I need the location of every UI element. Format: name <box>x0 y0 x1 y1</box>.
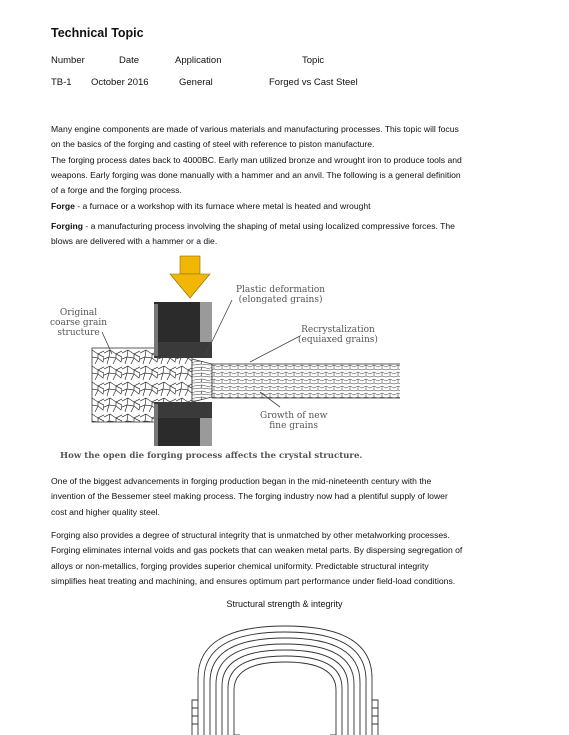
grain-flow-lines <box>198 626 372 735</box>
intro-line: Many engine components are made of various materials and manufacturing processes. This topic will focus <box>51 124 459 134</box>
figure2-title: Structural strength & integrity <box>226 599 343 609</box>
paragraph-line: Forging also provides a degree of structural integrity that is unmatched by other metalworking processes. <box>51 530 450 540</box>
label-plastic-deformation: Plastic deformation (elongated grains) <box>236 285 326 305</box>
paragraph-line: One of the biggest advancements in forging production began in the mid-nineteenth century with the <box>51 476 432 486</box>
paragraph-line: alloys or non-metallics, forging provides superior chemical uniformity. Predictable structural integrity <box>51 560 429 571</box>
paragraph-line: cost and higher quality steel. <box>51 506 160 517</box>
flange-outline <box>192 700 378 735</box>
upper-die <box>154 302 212 358</box>
forging-definition <box>51 219 521 250</box>
lower-die <box>154 402 212 446</box>
page-title: Technical Topic <box>51 26 144 40</box>
value-topic: Forged vs Cast Steel <box>269 77 358 88</box>
integrity-paragraph <box>51 528 521 589</box>
forge-term: Forge <box>51 201 75 211</box>
force-arrow-icon <box>170 256 210 298</box>
label-new-fine-grains: Growth of new fine grains <box>260 411 328 431</box>
header-topic: Topic <box>302 55 325 66</box>
paragraph-line: invention of the Bessemer steel making process. The forging industry now had a plentiful supply of lower <box>51 491 448 502</box>
forge-text: - a furnace or a workshop with its furnace where metal is heated and wrought <box>74 201 371 211</box>
value-date: October 2016 <box>91 77 149 88</box>
intro-line: weapons. Early forging was done manually with a hammer and an anvil. The following is a general definition <box>51 169 461 180</box>
fine-grain-region <box>212 364 400 398</box>
figure-caption: How the open die forging process affects the crystal structure. <box>60 451 363 461</box>
value-application: General <box>179 77 213 88</box>
deformed-grain-region <box>192 359 212 402</box>
header-date: Date <box>119 55 140 66</box>
forging-diagram <box>50 252 400 448</box>
label-original-grain: Original coarse grain structure <box>50 308 108 338</box>
header-application: Application <box>175 55 222 66</box>
intro-line: The forging process dates back to 4000BC. Early man utilized bronze and wrought iron to produce tools and <box>51 154 462 165</box>
value-number: TB-1 <box>51 77 72 88</box>
forge-definition <box>51 199 521 214</box>
label-recrystallization: Recrystalization (equiaxed grains) <box>298 325 378 345</box>
paragraph-line: simplifies heat treating and machining, and ensures optimum part performance under field-load conditions. <box>51 575 456 586</box>
forging-term: Forging <box>51 221 83 231</box>
bessemer-paragraph <box>51 474 521 520</box>
grain-flow-diagram <box>190 618 380 735</box>
paragraph-line: Forging eliminates internal voids and gas pockets that can weaken metal parts. By dispersing segregation of <box>51 545 463 556</box>
intro-paragraph <box>51 122 521 198</box>
header-number: Number <box>51 55 85 66</box>
forging-text-line-2: blows are delivered with a hammer or a die. <box>51 236 218 247</box>
intro-line: on the basics of the forging and casting of steel with reference to piston manufacture. <box>51 139 375 150</box>
forging-text-line-1: - a manufacturing process involving the shaping of metal using localized compressive forces. The <box>82 221 455 231</box>
intro-line: of a forge and the forging process. <box>51 185 182 196</box>
